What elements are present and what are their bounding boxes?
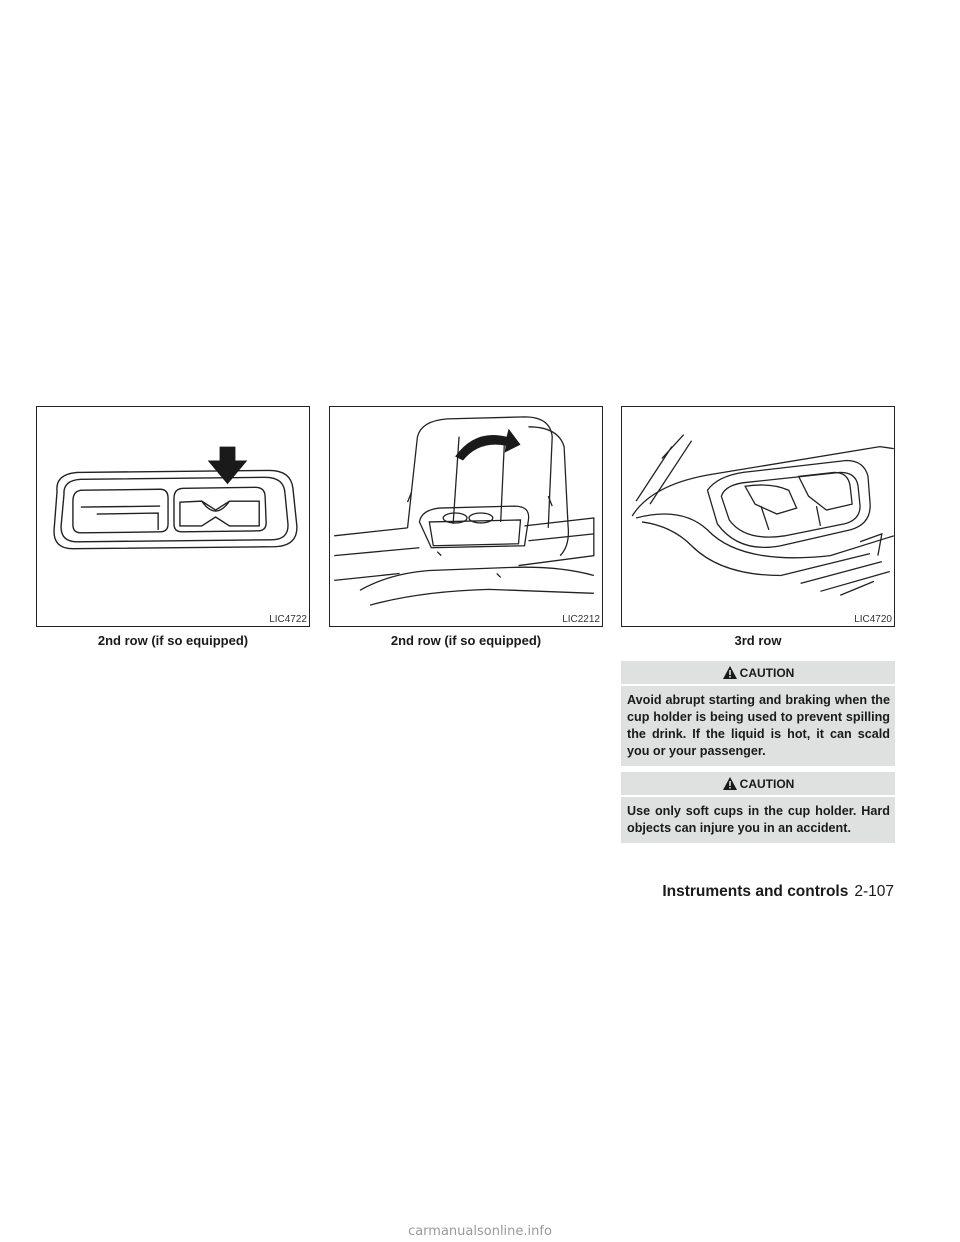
page-footer xyxy=(662,883,894,901)
figure-2nd-row-console xyxy=(36,406,310,627)
caution-label: CAUTION xyxy=(739,776,795,791)
caution-heading xyxy=(621,661,895,684)
watermark: carmanualsonline.info xyxy=(408,1224,552,1239)
figure-code: LIC4722 xyxy=(269,614,307,625)
figure-3rd-row-cupholder xyxy=(621,406,895,627)
third-row-cupholder-illustration xyxy=(622,407,894,626)
caution-heading xyxy=(621,772,895,795)
page-number: 2-107 xyxy=(854,883,894,900)
armrest-cupholder-illustration xyxy=(330,407,602,626)
down-arrow-icon xyxy=(208,447,248,485)
warning-icon xyxy=(722,776,738,792)
figure-caption: 3rd row xyxy=(734,633,782,648)
console-cupholder-illustration xyxy=(37,407,309,626)
caution-text: Use only soft cups in the cup holder. Hard objects can injure you in an accident. xyxy=(621,797,895,843)
curved-arrow-icon xyxy=(455,429,520,461)
figure-caption: 2nd row (if so equipped) xyxy=(97,633,249,648)
warning-icon xyxy=(722,665,738,681)
figure-caption: 2nd row (if so equipped) xyxy=(390,633,542,648)
figure-code: LIC2212 xyxy=(562,614,600,625)
figure-2nd-row-armrest xyxy=(329,406,603,627)
figure-code: LIC4720 xyxy=(854,614,892,625)
footer-section-title: Instruments and controls xyxy=(662,883,849,900)
caution-text: Avoid abrupt starting and braking when the cup holder is being used to prevent spilling the drink. If the liquid is hot, it can scald you or your passenger. xyxy=(621,686,895,766)
caution-label: CAUTION xyxy=(739,665,795,680)
